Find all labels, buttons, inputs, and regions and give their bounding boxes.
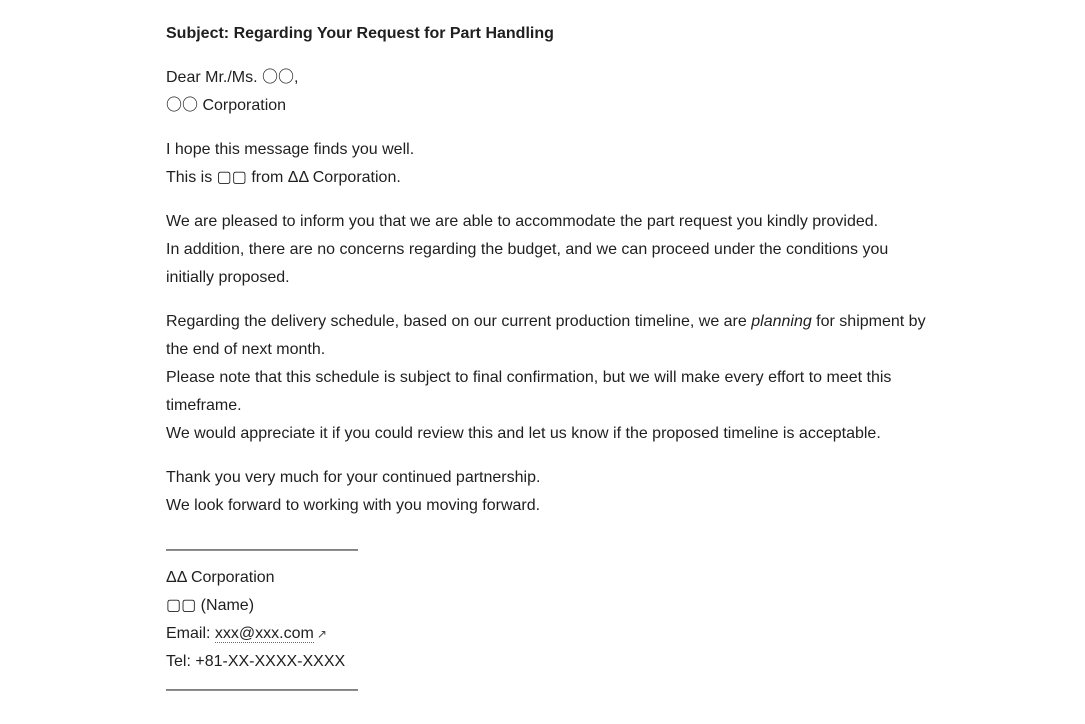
closing-line-2: We look forward to working with you moving forward. <box>166 497 541 514</box>
signature-company: ΔΔ Corporation <box>166 569 275 586</box>
email-subject: Subject: Regarding Your Request for Part Handling <box>166 25 554 42</box>
signature-email-label: Email: <box>166 625 215 642</box>
signature-block <box>166 536 936 704</box>
schedule-line-1 <box>166 308 936 364</box>
closing-paragraph <box>166 464 936 520</box>
schedule-emphasis: planning <box>751 313 812 330</box>
signature-email-row <box>166 620 936 648</box>
intro-line-1: I hope this message finds you well. <box>166 141 415 158</box>
greeting-paragraph <box>166 64 936 120</box>
acceptance-line-2: In addition, there are no concerns regarding the budget, and we can proceed under the conditions you initially proposed. <box>166 241 889 286</box>
external-link-icon: ↗ <box>316 627 327 641</box>
signature-name: ▢▢ (Name) <box>166 597 255 614</box>
signature-divider-bottom: ———————————— <box>166 681 358 698</box>
signature-tel: Tel: +81-XX-XXXX-XXXX <box>166 653 346 670</box>
acceptance-line-1: We are pleased to inform you that we are able to accommodate the part request you kindly provided. <box>166 213 879 230</box>
schedule-line-1-start: Regarding the delivery schedule, based on our current production timeline, we are <box>166 313 752 330</box>
schedule-line-3: We would appreciate it if you could review this and let us know if the proposed timeline is acceptable. <box>166 425 881 442</box>
schedule-line-1-end: for shipment by the end of next month. <box>166 313 926 358</box>
greeting-recipient: Dear Mr./Ms. 〇〇, <box>166 69 299 86</box>
closing-line-1: Thank you very much for your continued partnership. <box>166 469 541 486</box>
signature-divider-top: ———————————— <box>166 541 358 558</box>
intro-line-2: This is ▢▢ from ΔΔ Corporation. <box>166 169 401 186</box>
schedule-paragraph <box>166 308 936 448</box>
intro-paragraph <box>166 136 936 192</box>
schedule-line-2: Please note that this schedule is subject to final confirmation, but we will make every effort to meet this timeframe. <box>166 369 892 414</box>
signature-email-link[interactable]: xxx@xxx.com <box>214 625 314 642</box>
email-body <box>166 20 936 704</box>
acceptance-paragraph <box>166 208 936 292</box>
greeting-company: 〇〇 Corporation <box>166 97 287 114</box>
